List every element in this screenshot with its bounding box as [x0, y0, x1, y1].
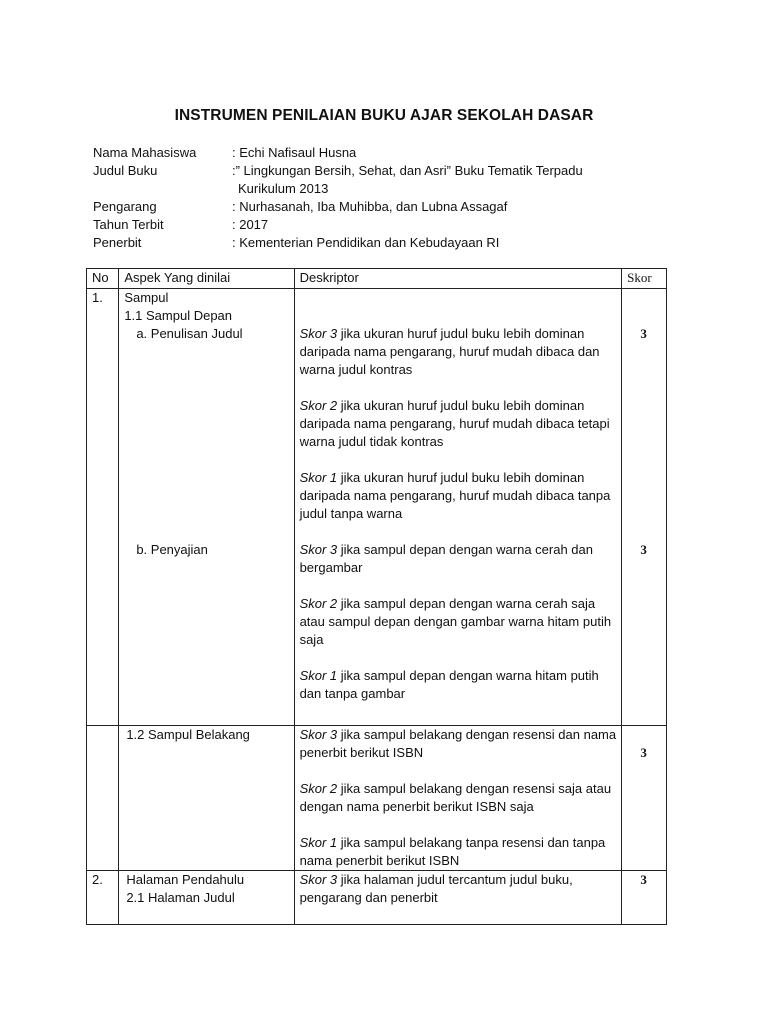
- descriptor-item: [300, 541, 622, 577]
- row-deskriptor: [294, 726, 622, 871]
- descriptor-text: jika sampul depan dengan warna cerah saja atau sampul depan dengan gambar warna hitam putih saja: [299, 596, 612, 647]
- penerbit-label: Penerbit: [93, 235, 142, 250]
- nama-value: : Echi Nafisaul Husna: [232, 145, 357, 160]
- descriptor-text: jika ukuran huruf judul buku lebih dominan daripada nama pengarang, huruf mudah dibaca tetapi warna judul tidak kontras: [299, 398, 610, 449]
- descriptor-text: jika sampul belakang tanpa resensi dan tanpa nama penerbit berikut ISBN: [299, 835, 606, 868]
- row-skor: [622, 871, 667, 925]
- aspek-main: Halaman Pendahulu: [126, 872, 245, 887]
- row-aspek: [119, 871, 294, 925]
- pengarang-value: : Nurhasanah, Iba Muhibba, dan Lubna Assagaf: [232, 199, 508, 214]
- descriptor-score-lead: Skor 2: [299, 596, 338, 611]
- row-deskriptor: [294, 871, 622, 925]
- descriptor-item: [300, 469, 622, 523]
- descriptor-item: [300, 871, 622, 907]
- aspek-sub: 1.1 Sampul Depan: [124, 308, 233, 323]
- book-info: [93, 144, 632, 252]
- row-no: [87, 726, 119, 871]
- descriptor-text: jika sampul belakang dengan resensi dan nama penerbit berikut ISBN: [299, 727, 617, 760]
- descriptor-text: jika ukuran huruf judul buku lebih dominan daripada nama pengarang, huruf mudah dibaca tanpa judul tanpa warna: [299, 470, 611, 521]
- skor-value: 3: [640, 872, 647, 887]
- descriptor-score-lead: Skor 1: [299, 835, 338, 850]
- descriptor-score-lead: Skor 3: [299, 727, 338, 742]
- nama-label: Nama Mahasiswa: [93, 145, 197, 160]
- judul-value: :” Lingkungan Bersih, Sehat, dan Asri” Buku Tematik Terpadu: [232, 163, 583, 178]
- aspek-item-a: a. Penulisan Judul: [136, 326, 243, 341]
- row-no: 2.: [87, 871, 119, 925]
- desc-group-b: [300, 541, 622, 703]
- descriptor-score-lead: Skor 3: [299, 872, 338, 887]
- judul-value-continued: Kurikulum 2013: [238, 181, 329, 196]
- desc-group: [300, 871, 622, 907]
- assessment-table: [86, 268, 667, 925]
- row-aspek: 1.2 Sampul Belakang: [119, 726, 294, 871]
- desc-group-a: [300, 325, 622, 523]
- descriptor-item: [300, 397, 622, 451]
- header-deskriptor: Deskriptor: [294, 269, 622, 289]
- info-row-pengarang: [93, 198, 632, 216]
- descriptor-item: [300, 834, 622, 870]
- descriptor-text: jika sampul depan dengan warna cerah dan bergambar: [299, 542, 593, 575]
- descriptor-item: [300, 667, 622, 703]
- table-header-row: [87, 269, 667, 289]
- pengarang-label: Pengarang: [93, 199, 157, 214]
- page-title: INSTRUMEN PENILAIAN BUKU AJAR SEKOLAH DASAR: [174, 107, 594, 124]
- header-skor: Skor: [622, 269, 667, 289]
- descriptor-score-lead: Skor 1: [299, 668, 338, 683]
- row-skor: [622, 726, 667, 871]
- table-row: [87, 871, 667, 925]
- tahun-value: : 2017: [232, 217, 269, 232]
- descriptor-score-lead: Skor 1: [299, 470, 338, 485]
- skor-value-b: 3: [640, 542, 647, 557]
- row-deskriptor: [294, 289, 622, 726]
- aspek-item-b: b. Penyajian: [136, 542, 208, 557]
- row-skor: [622, 289, 667, 726]
- penerbit-value: : Kementerian Pendidikan dan Kebudayaan RI: [232, 235, 500, 250]
- header-no: No: [87, 269, 119, 289]
- header-aspek: Aspek Yang dinilai: [119, 269, 294, 289]
- row-no: 1.: [87, 289, 119, 726]
- descriptor-text: jika ukuran huruf judul buku lebih dominan daripada nama pengarang, huruf mudah dibaca dan warna judul kontras: [299, 326, 600, 377]
- descriptor-item: [300, 726, 622, 762]
- descriptor-text: jika sampul belakang dengan resensi saja atau dengan nama penerbit berikut ISBN saja: [299, 781, 612, 814]
- aspek-sub: 2.1 Halaman Judul: [126, 890, 235, 905]
- descriptor-text: jika sampul depan dengan warna hitam putih dan tanpa gambar: [299, 668, 599, 701]
- tahun-label: Tahun Terbit: [93, 217, 164, 232]
- desc-group: [300, 726, 622, 870]
- row-aspek: [119, 289, 294, 726]
- info-row-tahun: [93, 216, 632, 234]
- descriptor-score-lead: Skor 2: [299, 398, 338, 413]
- table-row: [87, 726, 667, 871]
- descriptor-score-lead: Skor 2: [299, 781, 338, 796]
- judul-label: Judul Buku: [93, 163, 158, 178]
- info-row-judul: [93, 162, 632, 180]
- info-row-nama: [93, 144, 632, 162]
- descriptor-score-lead: Skor 3: [299, 542, 338, 557]
- table-row: [87, 289, 667, 726]
- skor-value-a: 3: [640, 326, 647, 341]
- aspek-main: Sampul: [124, 290, 169, 305]
- skor-value: 3: [640, 745, 647, 760]
- descriptor-item: [300, 595, 622, 649]
- descriptor-text: jika halaman judul tercantum judul buku, pengarang dan penerbit: [299, 872, 573, 905]
- descriptor-item: [300, 780, 622, 816]
- descriptor-score-lead: Skor 3: [299, 326, 338, 341]
- descriptor-item: [300, 325, 622, 379]
- info-row-penerbit: [93, 234, 632, 252]
